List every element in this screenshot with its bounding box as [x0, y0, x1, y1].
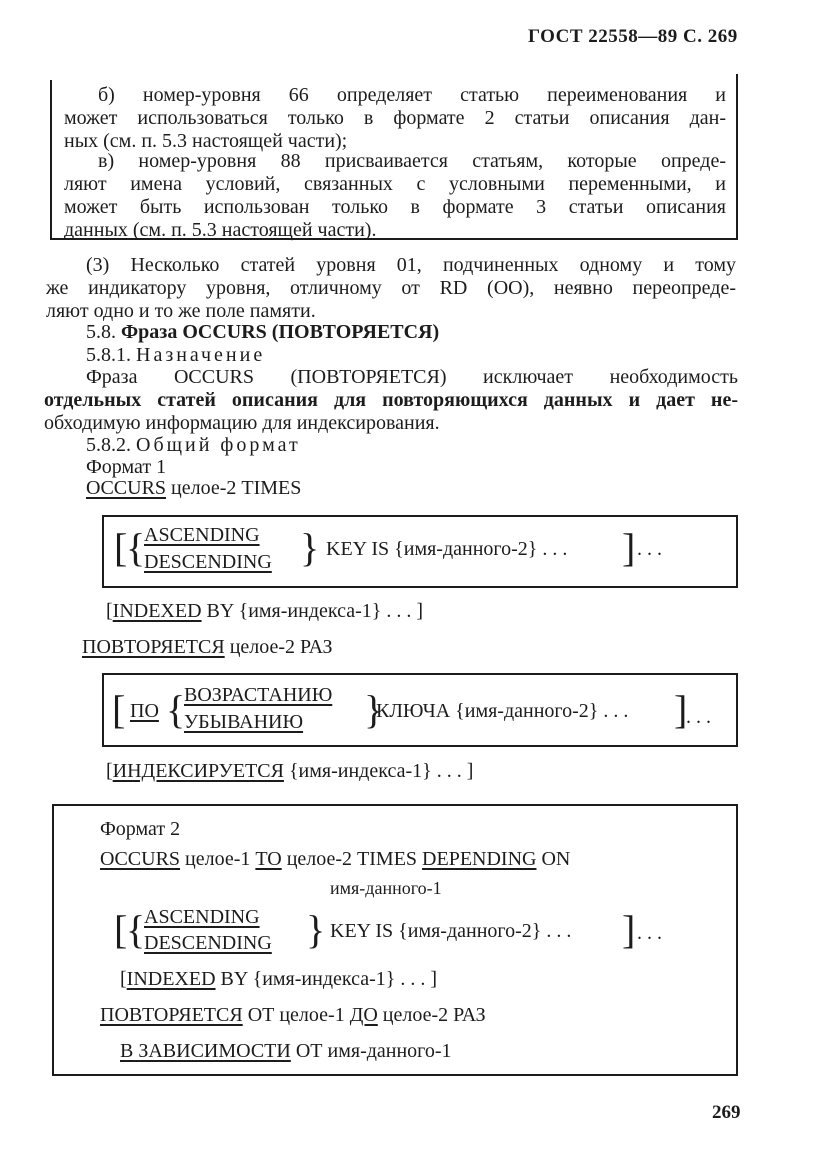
f2-vzav-line [120, 1040, 452, 1063]
paragraph-3 [46, 254, 736, 323]
f2-key-is: KEY IS {имя-данного-2} . . . [330, 920, 572, 942]
text-line: ляют имена условий, связанных с условными переменными, и [64, 173, 726, 195]
brace-open: { [126, 907, 146, 952]
bracket-open: [ [112, 687, 126, 732]
keyword-po: ПО [130, 700, 159, 722]
box1-left-border [50, 80, 52, 240]
box1-right-border [736, 74, 738, 240]
keyword-v-zavisimosti: В ЗАВИСИМОСТИ [120, 1040, 291, 1062]
keyword-povtoryaetsya: ПОВТОРЯЕТСЯ [100, 1004, 243, 1026]
indexed-open-bracket: [ [106, 600, 113, 622]
section-number: 5.8.2. [86, 434, 131, 456]
keyword-ubyvaniyu: УБЫВАНИЮ [184, 711, 304, 733]
indexed-ru-open-bracket: [ [106, 760, 113, 782]
text-line: ных (см. п. 5.3 настоящей части); [64, 130, 348, 152]
f1-ellipsis-ru: . . . [686, 706, 711, 728]
f1-key-is: KEY IS {имя-данного-2} . . . [326, 538, 568, 560]
indexed-rest: BY {имя-индекса-1} . . . ] [220, 968, 438, 990]
keyword-indexed: INDEXED [126, 968, 216, 990]
section-heading-5-8-1 [86, 344, 265, 367]
keyword-on: ON [541, 848, 571, 870]
f1-ascending [144, 524, 260, 547]
f2-ellipsis: . . . [637, 922, 662, 944]
bracket-open: [ [114, 525, 128, 570]
text-line: может использоваться только в формате 2 статьи описания дан- [64, 107, 726, 129]
text-line: в) номер-уровня 88 присваивается статьям, которые опреде- [98, 150, 726, 172]
brace-close: } [364, 687, 384, 732]
do-rest: целое-2 РАЗ [382, 1004, 486, 1026]
indexed-open-bracket: [ [120, 968, 127, 990]
keyword-vozrastaniyu: ВОЗРАСТАНИЮ [184, 684, 333, 706]
keyword-descending: DESCENDING [144, 932, 272, 954]
text-line: обходимую информацию для индексирования. [44, 412, 440, 434]
section-heading-5-8 [86, 321, 439, 344]
running-header: ГОСТ 22558—89 С. 269 [528, 26, 738, 47]
text-line: Фраза OCCURS (ПОВТОРЯЕТСЯ) исключает необходимость [86, 366, 738, 388]
bracket-open: [ [114, 907, 128, 952]
f2-occurs-line [100, 848, 570, 871]
format1-occurs-line [86, 477, 301, 500]
section-title: Назначение [136, 344, 266, 366]
bracket-close: ] [622, 907, 636, 952]
keyword-occurs: OCCURS [100, 848, 181, 870]
f1-indexed-line [106, 600, 423, 623]
int2: целое-2 [286, 848, 353, 870]
f1-po [130, 700, 159, 723]
f2-box-top [52, 804, 738, 806]
povt-rest: целое-2 РАЗ [229, 636, 333, 658]
f2-box-bottom [52, 1074, 738, 1076]
vzav-rest: ОТ имя-данного-1 [295, 1040, 452, 1062]
paragraph-purpose [44, 366, 738, 435]
keyword-povtoryaetsya: ПОВТОРЯЕТСЯ [82, 636, 225, 658]
f1-boxB-right [736, 673, 738, 747]
keyword-do: ДО [349, 1004, 378, 1026]
f1-klyucha: КЛЮЧА {имя-данного-2} . . . [376, 700, 629, 722]
keyword-indexed: INDEXED [112, 600, 202, 622]
f1-ubyv [184, 711, 303, 734]
f2-box-right [736, 804, 738, 1076]
keyword-descending: DESCENDING [144, 551, 272, 573]
keyword-indeksiruetsya: ИНДЕКСИРУЕТСЯ [112, 760, 284, 782]
f1-boxB-top [102, 673, 738, 675]
f2-data-name-1: имя-данного-1 [330, 878, 442, 898]
page-number: 269 [712, 1102, 741, 1123]
f2-indexed-line [120, 968, 437, 991]
keyword-ascending: ASCENDING [144, 906, 260, 928]
keyword-times: TIMES [357, 848, 418, 870]
f2-ascending [144, 906, 260, 929]
bracket-close: ] [674, 687, 688, 732]
occurs-rest: целое-2 TIMES [171, 477, 302, 499]
brace-open: { [126, 525, 146, 570]
text-line: б) номер-уровня 66 определяет статью переименования и [98, 84, 726, 106]
brace-close: } [300, 525, 320, 570]
ot-int1: ОТ целое-1 [247, 1004, 345, 1026]
format1-label: Формат 1 [86, 456, 167, 478]
text-line: данных (см. п. 5.3 настоящей части). [64, 219, 377, 241]
f1-vozr [184, 684, 332, 707]
bracket-close: ] [622, 525, 636, 570]
format2-label: Формат 2 [100, 818, 181, 840]
f1-boxA-bottom [102, 586, 738, 588]
section-number: 5.8. [86, 321, 116, 343]
f1-boxB-bottom [102, 745, 738, 747]
f1-descending [144, 551, 272, 574]
text-line: (3) Несколько статей уровня 01, подчиненных одному и тому [86, 254, 736, 276]
section-heading-5-8-2 [86, 434, 301, 457]
f1-boxA-top [102, 515, 738, 517]
section-number: 5.8.1. [86, 344, 131, 366]
text-line: может быть использован только в формате 3 статьи описания [64, 196, 726, 218]
boxed-item-v [64, 150, 726, 242]
brace-close: } [306, 907, 326, 952]
section-title: Общий формат [136, 434, 301, 456]
text-line: ляют одно и то же поле памяти. [46, 300, 316, 322]
brace-open: { [166, 687, 186, 732]
f1-boxA-left [102, 516, 104, 588]
int1: целое-1 [185, 848, 251, 870]
f2-povt-line [100, 1004, 486, 1027]
f1-povt-line [82, 636, 333, 659]
keyword-to: TO [255, 848, 282, 870]
boxed-item-b [64, 84, 726, 153]
section-title: Фраза OCCURS (ПОВТОРЯЕТСЯ) [121, 321, 440, 343]
text-line: отдельных статей описания для повторяющихся данных и дает не- [44, 389, 738, 411]
keyword-occurs: OCCURS [86, 477, 167, 499]
text-line: же индикатору уровня, отличному от RD (OO), неявно переопреде- [46, 277, 736, 299]
f2-box-left [52, 804, 54, 1076]
ind-ru-rest: {имя-индекса-1} . . . ] [288, 760, 474, 782]
indexed-rest: BY {имя-индекса-1} . . . ] [206, 600, 424, 622]
f1-boxA-right [736, 515, 738, 588]
f1-ellipsis: . . . [637, 538, 662, 560]
f1-boxB-left [102, 674, 104, 746]
f1-ind-ru-line [106, 760, 473, 783]
keyword-ascending: ASCENDING [144, 524, 260, 546]
f2-descending [144, 932, 272, 955]
keyword-depending: DEPENDING [422, 848, 537, 870]
